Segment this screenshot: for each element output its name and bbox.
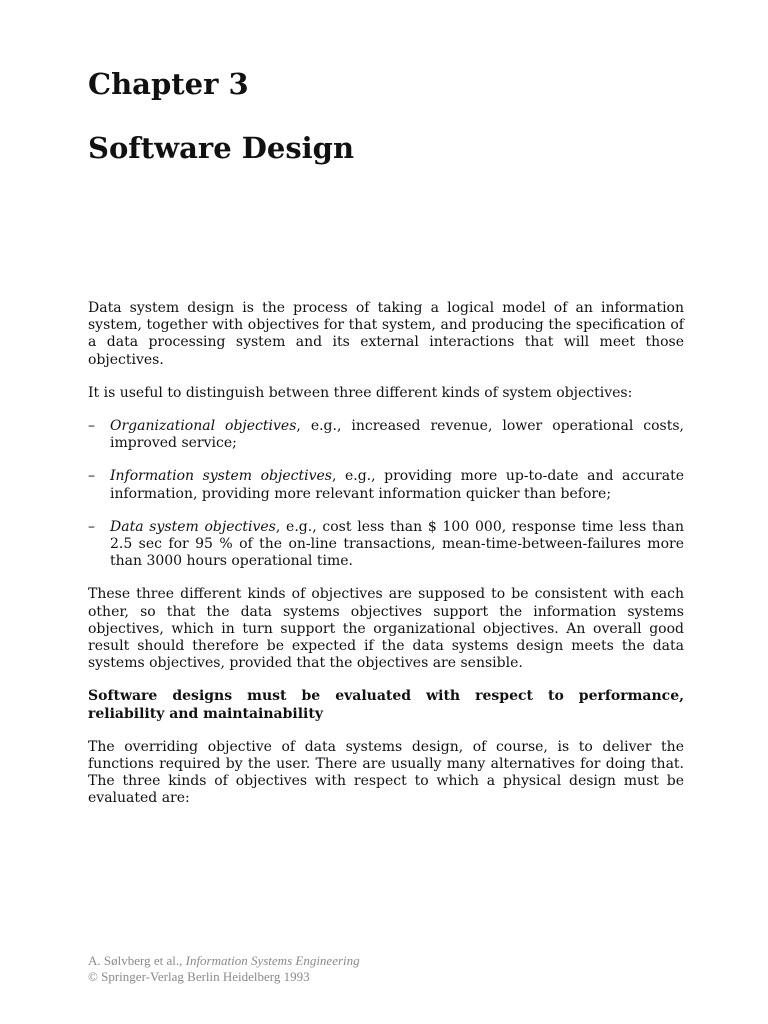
objectives-list	[88, 418, 684, 570]
list-item	[88, 519, 684, 571]
page-footer	[88, 953, 360, 985]
list-dash: –	[88, 518, 95, 535]
chapter-body	[88, 300, 684, 824]
list-dash: –	[88, 418, 95, 435]
objective-text: , e.g., increased revenue, lower operational costs, improved service;	[110, 418, 685, 452]
copyright-line: © Springer-Verlag Berlin Heidelberg 1993	[88, 969, 310, 984]
chapter-title: Software Design	[88, 131, 355, 165]
objective-text: , e.g., providing more up-to-date and accurate information, providing more relevant information quicker than before;	[110, 468, 684, 502]
list-item	[88, 468, 684, 502]
citation-line	[88, 953, 360, 969]
objective-term: Organizational objectives	[110, 418, 297, 435]
citation-authors: A. Sølvberg et al.,	[88, 953, 186, 968]
chapter-label: Chapter 3	[88, 67, 249, 101]
consistency-paragraph: These three different kinds of objectives are supposed to be consistent with each other, so that the data systems objectives support the information systems objectives, which in turn support the organizational objectives. An overall good result should therefore be expected if the data systems design meets the data systems objectives, provided that the objectives are sensible.	[88, 586, 684, 672]
intro-paragraph: Data system design is the process of taking a logical model of an information system, together with objectives for that system, and producing the specification of a data processing system and its external interactions that will meet those objectives.	[88, 300, 684, 368]
overriding-paragraph: The overriding objective of data systems design, of course, is to deliver the functions required by the user. There are usually many alternatives for doing that. The three kinds of objectives with respect to which a physical design must be evaluated are:	[88, 738, 684, 807]
list-dash: –	[88, 468, 95, 485]
objective-text: , e.g., cost less than $ 100 000, response time less than 2.5 sec for 95 % of the on-line transactions, mean-time-between-failures more than 3000 hours operational time.	[110, 518, 685, 570]
objective-term: Data system objectives	[110, 518, 276, 535]
list-item	[88, 418, 684, 452]
citation-book-title: Information Systems Engineering	[185, 953, 360, 968]
section-heading: Software designs must be evaluated with respect to performance, reliability and maintainability	[88, 688, 684, 722]
objective-term: Information system objectives	[110, 468, 332, 485]
distinguish-paragraph: It is useful to distinguish between three different kinds of system objectives:	[88, 384, 633, 401]
